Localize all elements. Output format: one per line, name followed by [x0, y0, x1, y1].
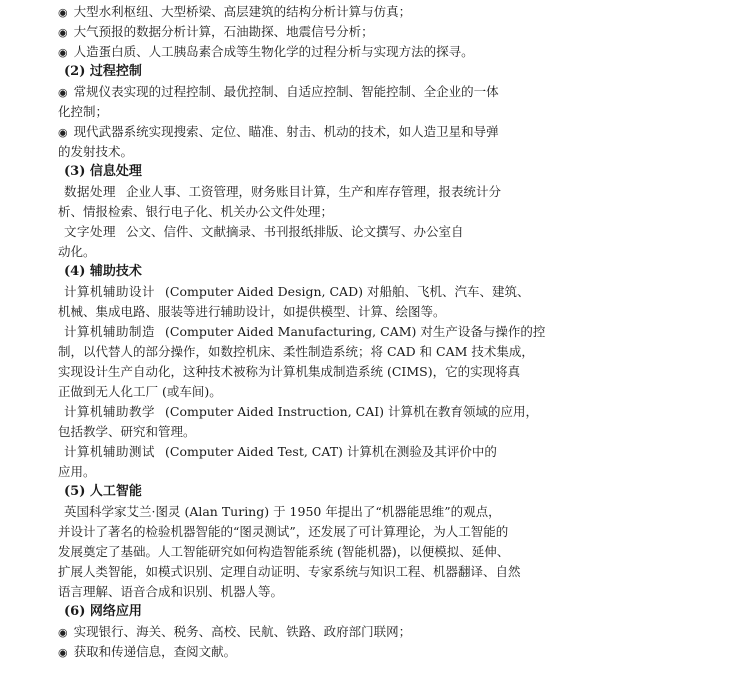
term-line [64, 282, 529, 302]
term-line [64, 322, 545, 342]
body-line: 包括教学、研究和管理。 [58, 424, 196, 439]
term-line [64, 182, 501, 202]
body-line: 动化。 [58, 244, 96, 259]
section-heading: (6) 网络应用 [64, 604, 142, 619]
body-line: 英国科学家艾兰·图灵 (Alan Turing) 于 1950 年提出了“机器能思维”的观点， [64, 504, 501, 519]
section-heading: (4) 辅助技术 [64, 264, 142, 279]
term-line [64, 222, 464, 242]
term-label: 数据处理 [64, 184, 117, 199]
section-heading: (5) 人工智能 [64, 484, 142, 499]
term-label: 计算机辅助设计 [64, 284, 156, 299]
term-line [64, 442, 497, 462]
body-line: 扩展人类智能，如模式识别、定理自动证明、专家系统与知识工程、机器翻译、自然 [58, 564, 521, 579]
bullet-item: ◉ 人造蛋白质、人工胰岛素合成等生物化学的过程分析与实现方法的探寻。 [58, 42, 474, 63]
body-line: 应用。 [58, 464, 96, 479]
term-label: 文字处理 [64, 224, 117, 239]
term-line [64, 402, 538, 422]
bullet-item: ◉ 大气预报的数据分析计算，石油勘探、地震信号分析； [58, 22, 374, 43]
body-line: 正做到无人化工厂 (或车间)。 [58, 384, 222, 399]
term-label: 计算机辅助教学 [64, 404, 156, 419]
term-description: (Computer Aided Test, CAT) 计算机在测验及其评价中的 [165, 444, 497, 459]
body-line: 语言理解、语音合成和识别、机器人等。 [58, 584, 284, 599]
body-line: 发展奠定了基础。人工智能研究如何构造智能系统 (智能机器)，以便模拟、延伸、 [58, 544, 510, 559]
bullet-item: ◉ 大型水利枢纽、大型桥梁、高层建筑的结构分析计算与仿真； [58, 2, 411, 23]
body-line: 制，以代替人的部分操作，如数控机床、柔性制造系统；将 CAD 和 CAM 技术集成， [58, 344, 534, 359]
body-line: 机械、集成电路、服装等进行辅助设计，如提供模型、计算、绘图等。 [58, 304, 446, 319]
bullet-item: ◉ 现代武器系统实现搜索、定位、瞄准、射击、机动的技术，如人造卫星和导弹 [58, 122, 499, 143]
term-description: 企业人事、工资管理，财务账目计算，生产和库存管理，报表统计分 [126, 184, 502, 199]
bullet-item: ◉ 常规仪表实现的过程控制、最优控制、自适应控制、智能控制、全企业的一体 [58, 82, 499, 103]
bullet-item: ◉ 实现银行、海关、税务、高校、民航、铁路、政府部门联网； [58, 622, 411, 643]
term-description: (Computer Aided Design, CAD) 对船舶、飞机、汽车、建筑、 [165, 284, 530, 299]
term-description: 公文、信件、文献摘录、书刊报纸排版、论文撰写、办公室自 [126, 224, 464, 239]
body-line: 化控制； [58, 104, 109, 119]
term-label: 计算机辅助制造 [64, 324, 156, 339]
section-heading: (3) 信息处理 [64, 164, 142, 179]
term-label: 计算机辅助测试 [64, 444, 156, 459]
term-description: (Computer Aided Instruction, CAI) 计算机在教育领域的应用， [165, 404, 539, 419]
body-line: 实现设计生产自动化，这种技术被称为计算机集成制造系统 (CIMS)，它的实现将真 [58, 364, 521, 379]
term-description: (Computer Aided Manufacturing, CAM) 对生产设备与操作的控 [165, 324, 546, 339]
body-line: 析、情报检索、银行电子化、机关办公文件处理； [58, 204, 334, 219]
bullet-item: ◉ 获取和传递信息，查阅文献。 [58, 642, 236, 663]
body-line: 并设计了著名的检验机器智能的“图灵测试”，还发展了可计算理论，为人工智能的 [58, 524, 509, 539]
section-heading: (2) 过程控制 [64, 64, 142, 79]
body-line: 的发射技术。 [58, 144, 134, 159]
